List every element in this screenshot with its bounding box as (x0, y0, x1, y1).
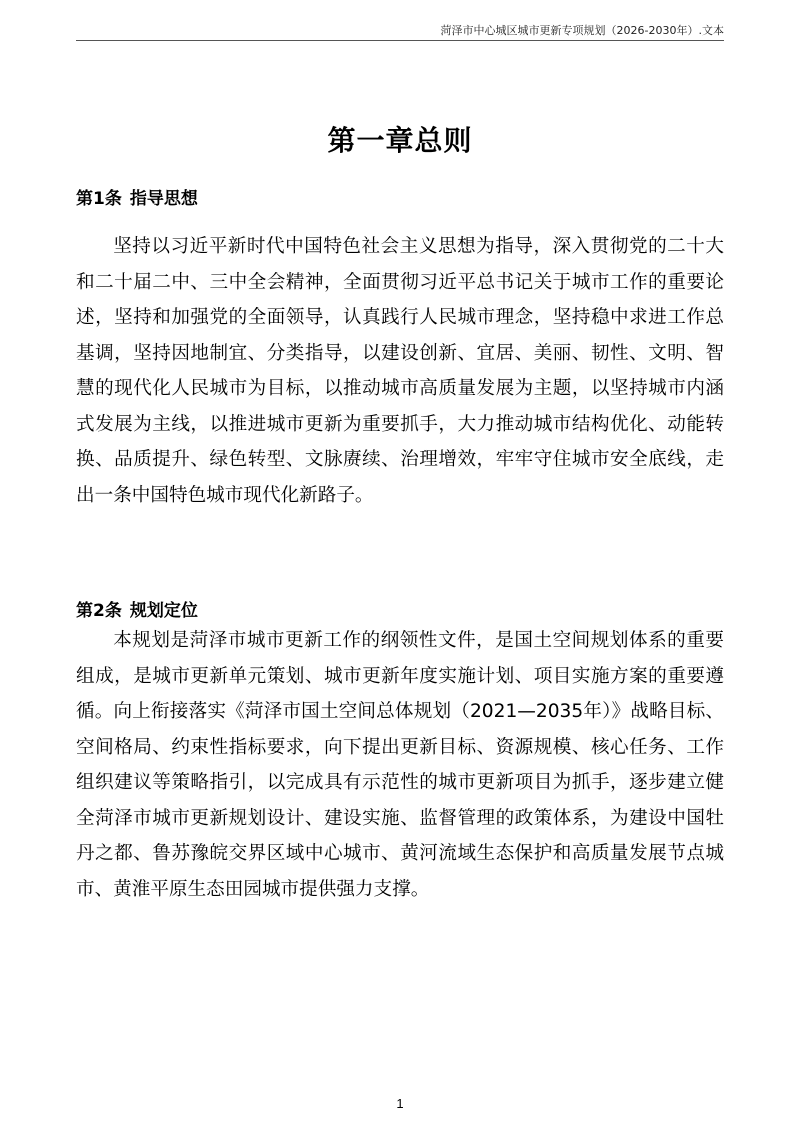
article-number: 第1条 (76, 189, 122, 209)
article-2 (76, 596, 724, 907)
running-header-text: 菏泽市中心城区城市更新专项规划（2026-2030年）.文本 (440, 24, 724, 37)
chapter-title: 第一章总则 (327, 123, 473, 157)
article-body: 坚持以习近平新时代中国特色社会主义思想为指导，深入贯彻党的二十大和二十届二中、三中全会精神，全面贯彻习近平总书记关于城市工作的重要论述，坚持和加强党的全面领导，认真践行人民城市理念，坚持稳中求进工作总基调，坚持因地制宜、分类指导，以建设创新、宜居、美丽、韧性、文明、智慧的现代化人民城市为目标，以推动城市高质量发展为主题，以坚持城市内涵式发展为主线，以推进城市更新为重要抓手，大力推动城市结构优化、动能转换、品质提升、绿色转型、文脉赓续、治理增效，牢牢守住城市安全底线，走出一条中国特色城市现代化新路子。 (76, 236, 724, 506)
article-title: 规划定位 (129, 601, 198, 621)
article-heading (76, 596, 724, 621)
running-header (76, 22, 724, 38)
article-number: 第2条 (76, 601, 122, 621)
article-heading (76, 184, 724, 209)
header-rule (76, 40, 724, 41)
page-number: 1 (396, 1096, 404, 1111)
article-1 (76, 184, 724, 513)
article-title: 指导思想 (129, 189, 198, 209)
article-body: 本规划是菏泽市城市更新工作的纲领性文件，是国土空间规划体系的重要组成，是城市更新单元策划、城市更新年度实施计划、项目实施方案的重要遵循。向上衔接落实《菏泽市国土空间总体规划（2021—2035年）》战略目标、空间格局、约束性指标要求，向下提出更新目标、资源规模、核心任务、工作组织建议等策略指引，以完成具有示范性的城市更新项目为抓手，逐步建立健全菏泽市城市更新规划设计、建设实施、监督管理的政策体系，为建设中国牡丹之都、鲁苏豫皖交界区域中心城市、黄河流域生态保护和高质量发展节点城市、黄淮平原生态田园城市提供强力支撑。 (76, 630, 724, 900)
